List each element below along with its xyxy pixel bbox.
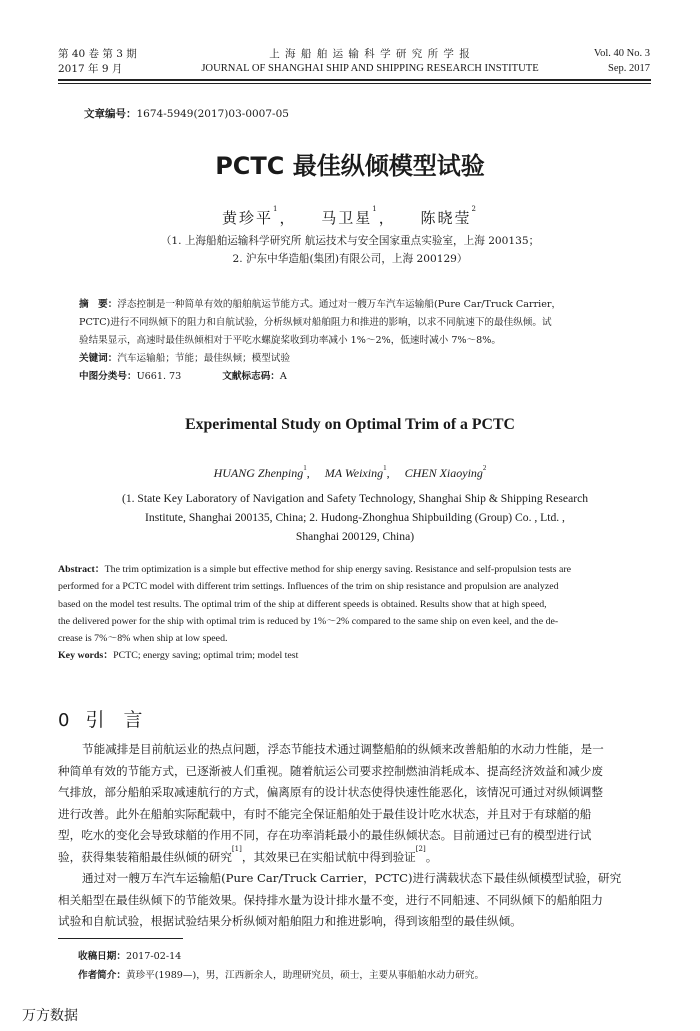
author-en-1: HUANG Zhenping$^1$ [213, 464, 307, 480]
header-rule-thick [58, 79, 651, 81]
header-journal-cn: 上 海 船 舶 运 输 科 学 研 究 所 学 报 [269, 48, 471, 60]
header-journal-en: JOURNAL OF SHANGHAI SHIP AND SHIPPING RESEARCH INSTITUTE [201, 63, 539, 74]
affiliation-cn-2: 2. 沪东中华造船(集团)有限公司，上海 200129） [232, 253, 468, 265]
author-en-2: MA Weixing$^1$ [324, 464, 387, 480]
keywords-cn: 关键词：汽车运输船；节能；最佳纵倾；模型试验 [79, 353, 291, 364]
header-date-en: Sep. 2017 [608, 63, 650, 74]
affiliation-en: (1. State Key Laboratory of Navigation and Safety Technology, Shanghai Ship & Shipping Research Institute, Shanghai 200135, China; 2. Hudong-Zhonghua Shipbuilding (Group) Co. , Ltd. , Shanghai 200129, China) [121, 492, 589, 543]
header-rule-thin [58, 83, 651, 84]
author-cn-1: 黄珍平$^1$ [221, 205, 280, 227]
classification-cn: 中图分类号：U661. 73 文献标志码：A [79, 371, 287, 382]
body-paragraph-2: 通过对一艘万车汽车运输船(Pure Car/Truck Carrier，PCTC)进行满载状态下最佳纵倾模型试验，研究 相关船型在最佳纵倾下的节能效果。保持排水量为设计排水量不变，进行不同船速、不同纵倾下的船舶阻力 试验和自航试验，根据试验结果分析纵倾对船舶阻力和推进影响，得到该船型的最佳纵倾。 [58, 871, 622, 928]
watermark: 万方数据 [22, 1008, 78, 1024]
authors-cn: 黄珍平$^1$， 马卫星$^1$， 陈晓莹$^2$ [221, 205, 478, 227]
footnote-rule [58, 938, 183, 939]
title-en: Experimental Study on Optimal Trim of a PCTC [185, 416, 515, 433]
title-cn: PCTC 最佳纵倾模型试验 [215, 152, 485, 180]
abstract-cn: 摘 要：浮态控制是一种简单有效的船舶航运节能方式。通过对一艘万车汽车运输船(Pure Car/Truck Carrier， PCTC)进行不同纵倾下的阻力和自航试验，分析纵倾对船舶阻力和推进的影响，以求不同航速下的最佳纵倾。试 验结果显示，高速时最佳纵倾相对于平吃水螺旋桨收到功率减小 1%～2%，低速时减小 7%～8%。 关键词：汽车运输船；节能；最佳纵倾；模型试验 中图分类号：U661. 73 文献标志码：A [79, 296, 654, 386]
keywords-en: Key words：PCTC; energy saving; optimal trim; model test [58, 650, 299, 662]
header-date: 2017 年 9 月 [58, 63, 123, 75]
section-heading: 0 引 言 [58, 709, 143, 731]
header-volume: 第 40 卷 第 3 期 [58, 48, 137, 60]
author-cn-3: 陈晓莹$^2$ [420, 205, 478, 227]
authors-en: HUANG Zhenping$^1$, MA Weixing$^1$, CHEN Xiaoying$^2$ [213, 464, 487, 480]
header-vol-en: Vol. 40 No. 3 [593, 48, 650, 59]
footnote-received: 收稿日期：2017-02-14 [78, 951, 182, 962]
author-cn-2: 马卫星$^1$ [321, 205, 379, 227]
affiliation-cn-1: （1. 上海船舶运输科学研究所 航运技术与安全国家重点实验室，上海 200135； [160, 235, 540, 247]
author-en-3: CHEN Xiaoying$^2$ [404, 464, 487, 480]
abstract-en: Abstract：The trim optimization is a simple but effective method for ship energy saving. Resistance and self-propulsion tests are performed for a PCTC model with different trim settings. Influences of the trim on ship resistance and propulsion are analyzed based on the model test results. The optimal trim of the ship at different speeds is obtained. Results show that at high speed, the delivered power for the ship with optimal trim is reduced by 1%～2% compared to the same ship on even keel, and the de- crease is 7%～8% when ship at low speed. Key words：PCTC; energy saving; optimal trim; model test [58, 561, 652, 665]
footnote-author: 作者简介：黄珍平(1989—)，男，江西新余人，助理研究员，硕士，主要从事船舶水动力研究。 [78, 970, 485, 981]
body-paragraph-1: 节能减排是目前航运业的热点问题，浮态节能技术通过调整船舶的纵倾来改善船舶的水动力性能，是一 种简单有效的节能方式，已逐渐被人们重视。随着航运公司要求控制燃油消耗成本、提高经济效益和减少废 气排放，部分船舶采取减速航行的方式，偏离原有的设计状态使得快速性能恶化，该情况可通过对纵倾调整 进行改善。此外在船舶实际配载中，有时不能完全保证船舶处于最佳设计吃水状态，并且对于有球艏的船 型，吃水的变化会导致球艏的作用不同，存在功率消耗最小的最佳纵倾状态。目前通过已有的模型进行试 验，获得集装箱船最佳纵倾的研究[1]，其效果已在实船试航中得到验证[2]。 [58, 742, 604, 864]
article-number: 文章编号：1674-5949(2017)03-0007-05 [84, 108, 289, 120]
